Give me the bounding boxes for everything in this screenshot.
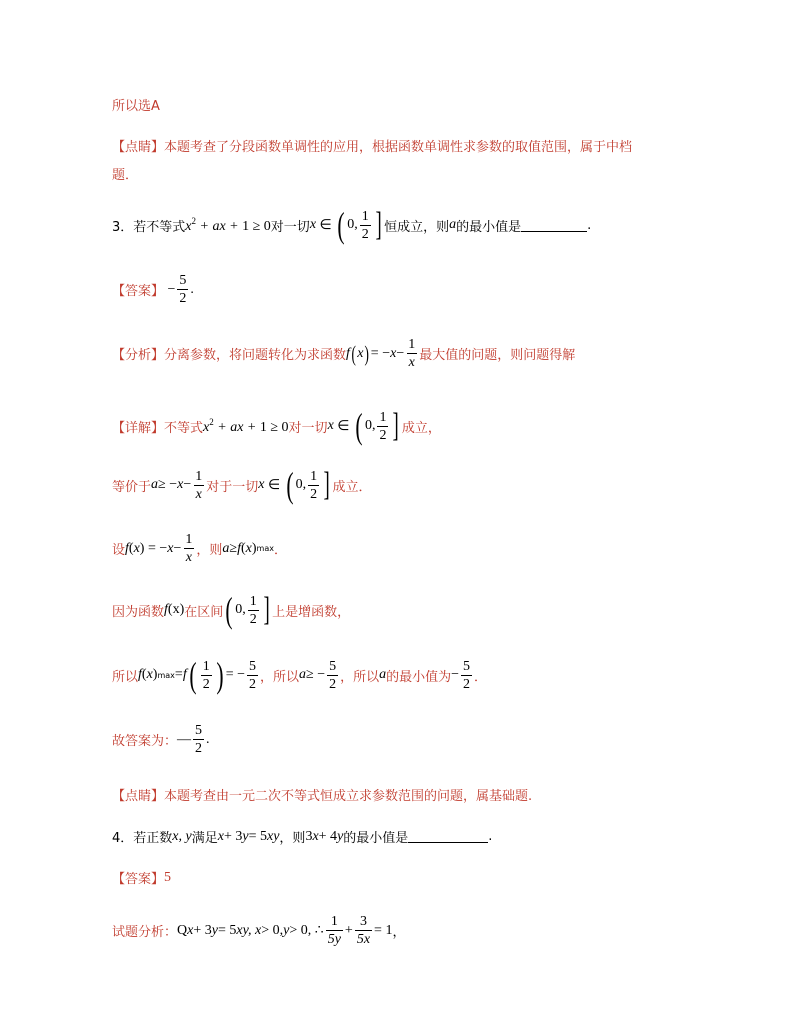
solution-line: 试题分析： Q x + 3 y = 5 xy, x > 0, y > 0, ∴ $\frac{1}{5y}$ + $\frac{3}{5x}$ = 1 ， [112, 914, 406, 947]
detail-line-3: 设 f ( x ) = − x − $\frac{1}{x}$ ，则 a ≥ f ( x ) max ． [112, 532, 287, 565]
question-3: 3．若不等式 $x^2$ + ax + 1 ≥ 0 对一切 x ∈ ( 0, $\frac{1}{2}$ ] 恒成立，则 a 的最小值是 . [112, 205, 592, 245]
analysis-text: 分离参数，将问题转化为求函数 [164, 348, 347, 363]
answer-fraction: $\frac{5}{2}$ [179, 273, 187, 306]
detail-line-4: 因为函数 f (x) 在区间 ( 0, $\frac{1}{2}$ ] 上是增函数， [112, 590, 351, 630]
analysis-line: 【分析】 分离参数，将问题转化为求函数 f ( x ) = − x − $\frac{1}{x}$ 最大值的问题，则问题得解 [112, 337, 576, 370]
comment-2-line: 【点睛】 本题考查由一元二次不等式恒成立求参数范围的问题，属基础题. [112, 789, 533, 804]
comment-text-cont: 题． [112, 168, 139, 183]
fraction-half: $\frac{1}{2}$ [361, 208, 369, 242]
analysis-end: 最大值的问题，则问题得解 [419, 348, 576, 363]
detail-line-1: 【详解】 不等式 $x^2$ + ax + 1 ≥ 0 对一切 x ∈ ( 0, $\frac{1}{2}$ ] 成立， [112, 406, 441, 446]
comment-text: 本题考查了分段函数单调性的应用，根据函数单调性求参数的取值范围，属于中档 [164, 140, 633, 155]
detail-line-5: 所以 f ( x ) max = f ( $\frac{1}{2}$ ) = − $\frac{5}{2}$ ，所以 a ≥ − $\frac{5}{2}$ ，所以 a 的最小值为 − $\frac{5}{2}$ ． [112, 655, 488, 695]
detail-tag: 【详解】 [112, 420, 165, 436]
x-in: x [309, 217, 317, 232]
answer-choice-line [112, 95, 160, 114]
answer-tag: 【答案】 [112, 284, 165, 299]
inequality-formula: $x^2$ + ax + 1 ≥ 0 [185, 215, 271, 234]
detail-line-2: 等价于 a ≥ − x − $\frac{1}{x}$ 对于一切 x ∈ ( 0, $\frac{1}{2}$ ] 成立． [112, 465, 372, 505]
question-4: 4．若正数 x, y 满足 x + 3 y = 5 xy ，则 3 x + 4 y 的最小值是 . [112, 828, 493, 846]
comment-tag: 【点睛】 [112, 140, 165, 155]
answer-choice-text: 所以选A [112, 99, 160, 114]
analysis-tag: 【分析】 [112, 348, 165, 363]
answer-blank [521, 219, 587, 232]
question-3-mid: 对一切 [270, 219, 310, 235]
answer-4: 【答案】 5 [112, 869, 172, 887]
question-3-number: 3．若不等式 [112, 219, 186, 235]
comment-line-1 [112, 136, 632, 155]
comment-line-2 [112, 164, 138, 183]
answer-3: 【答案】 − $\frac{5}{2}$ . [112, 273, 194, 306]
question-3-end: 的最小值是 [456, 219, 522, 235]
final-answer-line: 故答案为： — $\frac{5}{2}$ . [112, 723, 210, 756]
fx-formula: f [346, 345, 350, 361]
question-3-after: 恒成立，则 [384, 219, 450, 235]
